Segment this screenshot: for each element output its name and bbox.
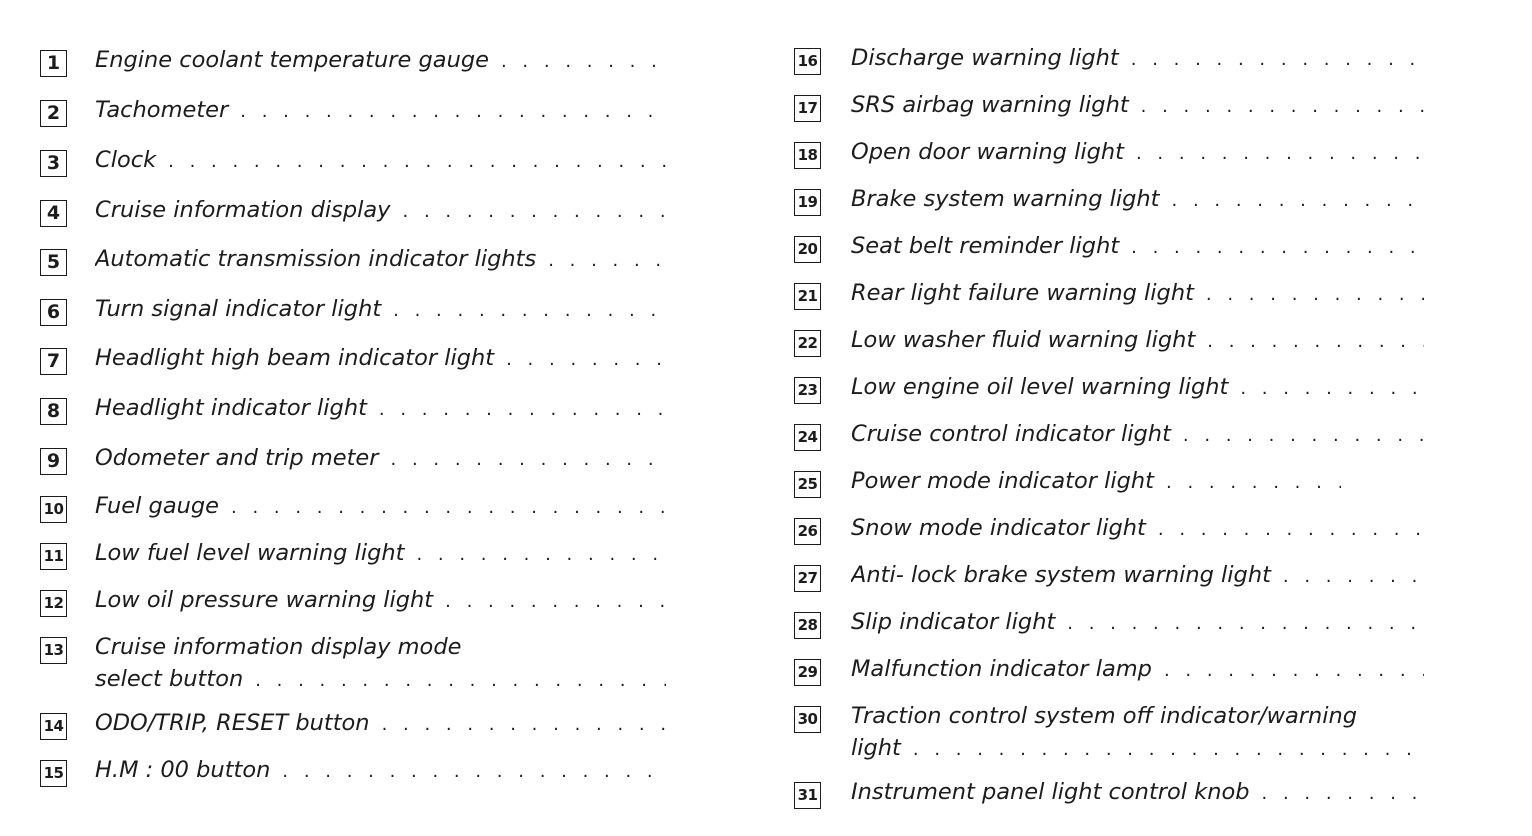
legend-item [40,144,666,194]
item-label: Cruise information display mode [95,634,462,660]
legend-item [40,293,666,342]
leader-dots [231,492,666,524]
item-label: Seat belt reminder light [851,233,1120,259]
legend-item [40,490,666,537]
item-label-continued: light [851,735,901,761]
legend-item [40,44,666,94]
leader-dots [1166,467,1341,499]
legend-item [794,42,1424,89]
item-number: 12 [40,590,67,617]
leader-dots [1141,91,1424,123]
item-label: Brake system warning light [851,186,1160,212]
leader-dots [1131,232,1424,264]
leader-dots [506,344,666,376]
item-label: Open door warning light [851,139,1124,165]
item-number: 25 [794,471,821,498]
leader-dots [282,756,666,788]
item-number: 30 [794,706,821,733]
item-label: Instrument panel light control knob [851,779,1250,805]
item-label: ODO/TRIP, RESET button [95,710,370,736]
leader-dots [1158,514,1424,546]
leader-dots [403,196,667,228]
legend-item [40,442,666,490]
legend-item [794,700,1424,776]
item-label: Turn signal indicator light [95,296,382,322]
item-label: Fuel gauge [95,493,219,519]
item-label: Clock [95,147,157,173]
item-number: 22 [794,330,821,357]
item-number: 15 [40,760,67,787]
legend-item [40,392,666,442]
leader-dots [1172,185,1424,217]
item-label: Tachometer [95,97,229,123]
legend-item [794,230,1424,277]
legend-item [794,136,1424,183]
item-number: 11 [40,543,67,570]
item-label: Power mode indicator light [851,468,1155,494]
leader-dots [379,394,666,426]
legend-column-left [40,44,666,801]
item-number: 23 [794,377,821,404]
item-number: 13 [40,637,67,664]
legend-item [794,89,1424,136]
leader-dots [1207,326,1424,358]
item-number: 3 [40,150,67,177]
leader-dots [913,734,1424,766]
item-number: 4 [40,200,67,227]
item-number: 10 [40,496,67,523]
item-number: 21 [794,283,821,310]
legend-item [794,559,1424,606]
item-number: 5 [40,249,67,276]
item-label: Snow mode indicator light [851,515,1146,541]
legend-item [40,94,666,144]
item-number: 1 [40,50,67,77]
item-label: SRS airbag warning light [851,92,1129,118]
leader-dots [393,295,666,327]
leader-dots [1283,561,1424,593]
legend-item [40,342,666,392]
item-number: 7 [40,348,67,375]
leader-dots [1131,44,1424,76]
leader-dots [501,46,666,78]
item-number: 20 [794,236,821,263]
legend-column-right [794,42,1424,823]
legend-item [794,606,1424,653]
item-number: 14 [40,713,67,740]
item-label: Headlight high beam indicator light [95,345,495,371]
item-number: 29 [794,659,821,686]
item-label: Discharge warning light [851,45,1119,71]
legend-item [794,512,1424,559]
item-label: Cruise information display [95,197,391,223]
item-number: 17 [794,95,821,122]
leader-dots [416,539,666,571]
leader-dots [1262,778,1424,810]
leader-dots [382,709,666,741]
item-label: Automatic transmission indicator lights [95,246,537,272]
item-number: 28 [794,612,821,639]
item-number: 31 [794,782,821,809]
item-label: Cruise control indicator light [851,421,1171,447]
legend-item [794,465,1424,512]
legend-item [40,243,666,293]
legend-item [40,707,666,754]
legend-item [40,194,666,243]
item-number: 8 [40,398,67,425]
legend-item [40,537,666,584]
legend-item [40,754,666,801]
leader-dots [391,444,666,476]
legend-item [40,584,666,631]
item-number: 27 [794,565,821,592]
item-label: Low fuel level warning light [95,540,405,566]
item-label: Traction control system off indicator/warning [851,703,1358,729]
leader-dots [1136,138,1424,170]
item-label: Headlight indicator light [95,395,367,421]
item-number: 26 [794,518,821,545]
item-label: Odometer and trip meter [95,445,379,471]
leader-dots [255,665,666,697]
item-label: Malfunction indicator lamp [851,656,1152,682]
leader-dots [548,245,666,277]
legend-item [794,324,1424,371]
legend-item [794,371,1424,418]
item-number: 6 [40,299,67,326]
item-number: 24 [794,424,821,451]
legend-item [794,418,1424,465]
leader-dots [1206,279,1424,311]
item-label: Anti- lock brake system warning light [851,562,1271,588]
legend-item [794,653,1424,700]
item-label: Rear light failure warning light [851,280,1194,306]
legend-item [794,183,1424,230]
legend-item [794,277,1424,324]
leader-dots [168,146,666,178]
item-number: 2 [40,100,67,127]
legend-item [40,631,666,707]
item-label: H.M : 00 button [95,757,271,783]
item-number: 18 [794,142,821,169]
leader-dots [1240,373,1424,405]
legend-item [794,776,1424,823]
item-number: 9 [40,448,67,475]
leader-dots [240,96,666,128]
item-label: Low engine oil level warning light [851,374,1229,400]
item-number: 19 [794,189,821,216]
leader-dots [1183,420,1424,452]
leader-dots [445,586,666,618]
item-number: 16 [794,48,821,75]
item-label-continued: select button [95,666,244,692]
item-label: Engine coolant temperature gauge [95,47,489,73]
leader-dots [1067,608,1424,640]
item-label: Low oil pressure warning light [95,587,434,613]
item-label: Slip indicator light [851,609,1056,635]
leader-dots [1164,655,1424,687]
item-label: Low washer fluid warning light [851,327,1196,353]
